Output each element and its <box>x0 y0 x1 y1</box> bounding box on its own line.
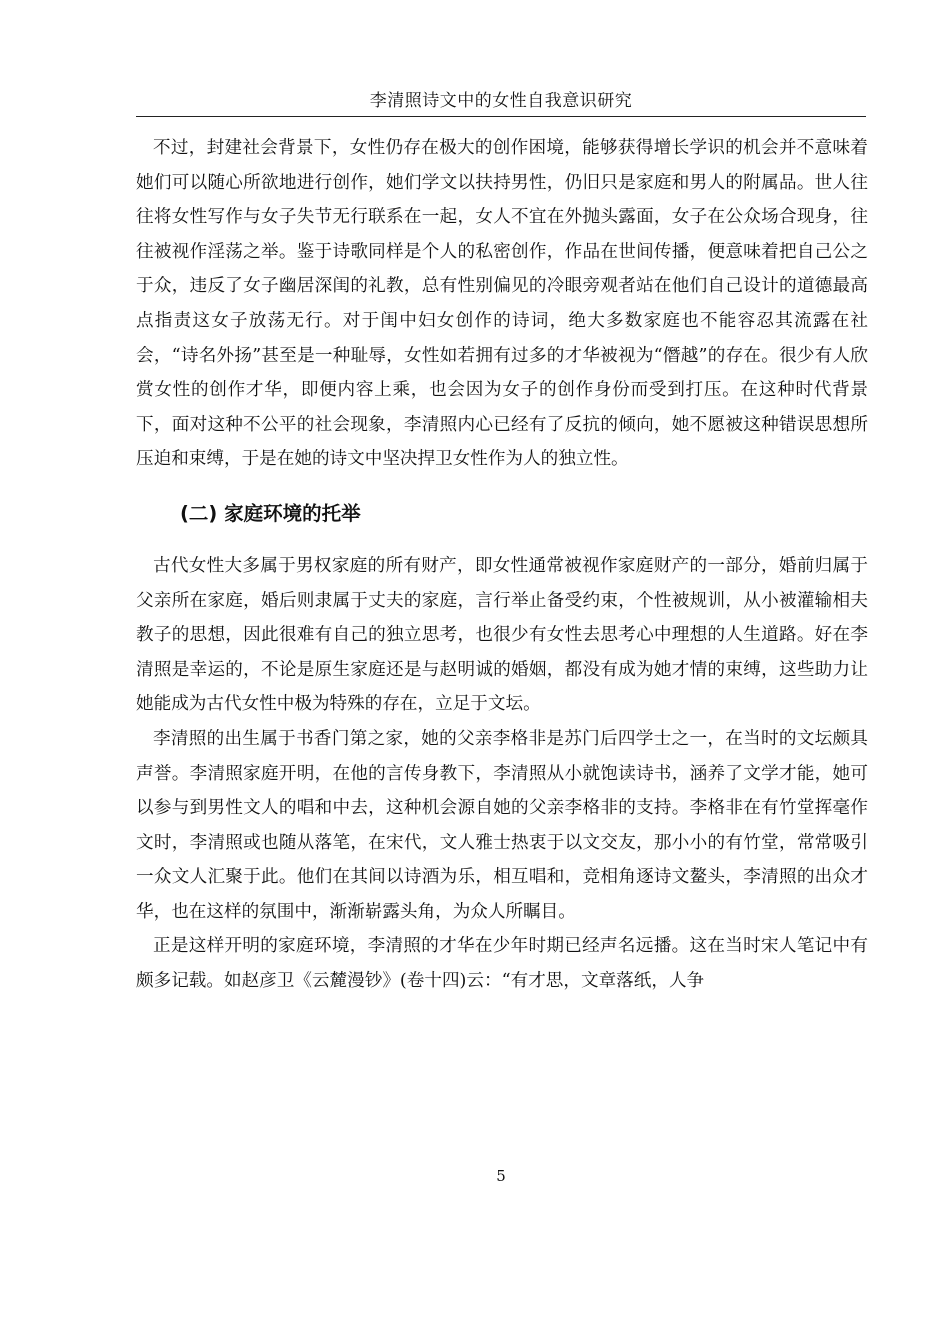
paragraph-early-fame: 正是这样开明的家庭环境，李清照的才华在少年时期已经声名远播。这在当时宋人笔记中有颇多记载。如赵彦卫《云麓漫钞》(卷十四)云：“有才思，文章落纸，人争 <box>136 936 868 992</box>
paragraph-creative-dilemma: 不过，封建社会背景下，女性仍存在极大的创作困境，能够获得增长学识的机会并不意味着她们可以随心所欲地进行创作，她们学文以扶持男性，仍旧只是家庭和男人的附属品。世人往往将女性写作与女子失节无行联系在一起，女人不宜在外抛头露面，女子在公众场合现身，往往被视作淫荡之举。鉴于诗歌同样是个人的私密创作，作品在世间传播，便意味着把自己公之于众，违反了女子幽居深闺的礼教，总有性别偏见的冷眼旁观者站在他们自己设计的道德最高点指责这女子放荡无行。对于闺中妇女创作的诗词，绝大多数家庭也不能容忍其流露在社会，“诗名外扬”甚至是一种耻辱，女性如若拥有过多的才华被视为“僭越”的存在。很少有人欣赏女性的创作才华，即便内容上乘，也会因为女子的创作身份而受到打压。在这种时代背景下，面对这种不公平的社会现象，李清照内心已经有了反抗的倾向，她不愿被这种错误思想所压迫和束缚，于是在她的诗文中坚决捍卫女性作为人的独立性。 <box>136 138 868 470</box>
running-header-title: 李清照诗文中的女性自我意识研究 <box>369 91 633 111</box>
body-text <box>136 131 868 999</box>
header-rule <box>136 116 866 117</box>
paragraph-family-property: 古代女性大多属于男权家庭的所有财产，即女性通常被视作家庭财产的一部分，婚前归属于父亲所在家庭，婚后则隶属于丈夫的家庭，言行举止备受约束，个性被规训，从小被灌输相夫教子的思想，因此很难有自己的独立思考，也很少有女性去思考心中理想的人生道路。好在李清照是幸运的，不论是原生家庭还是与赵明诚的婚姻，都没有成为她才情的束缚，这些助力让她能成为古代女性中极为特殊的存在，立足于文坛。 <box>136 555 868 715</box>
page-number: 5 <box>496 1167 506 1185</box>
paragraph-father-li-gefei: 李清照的出生属于书香门第之家，她的父亲李格非是苏门后四学士之一，在当时的文坛颇具声誉。李清照家庭开明，在他的言传身教下，李清照从小就饱读诗书，涵养了文学才能，她可以参与到男性文人的唱和中去，这种机会源自她的父亲李格非的支持。李格非在有竹堂挥毫作文时，李清照或也随从落笔，在宋代，文人雅士热衷于以文交友，那小小的有竹堂，常常吸引一众文人汇聚于此。他们在其间以诗酒为乐，相互唱和，竞相角逐诗文鳌头，李清照的出众才华，也在这样的氛围中，渐渐崭露头角，为众人所瞩目。 <box>136 728 868 922</box>
section-heading: (二) 家庭环境的托举 <box>180 501 361 525</box>
